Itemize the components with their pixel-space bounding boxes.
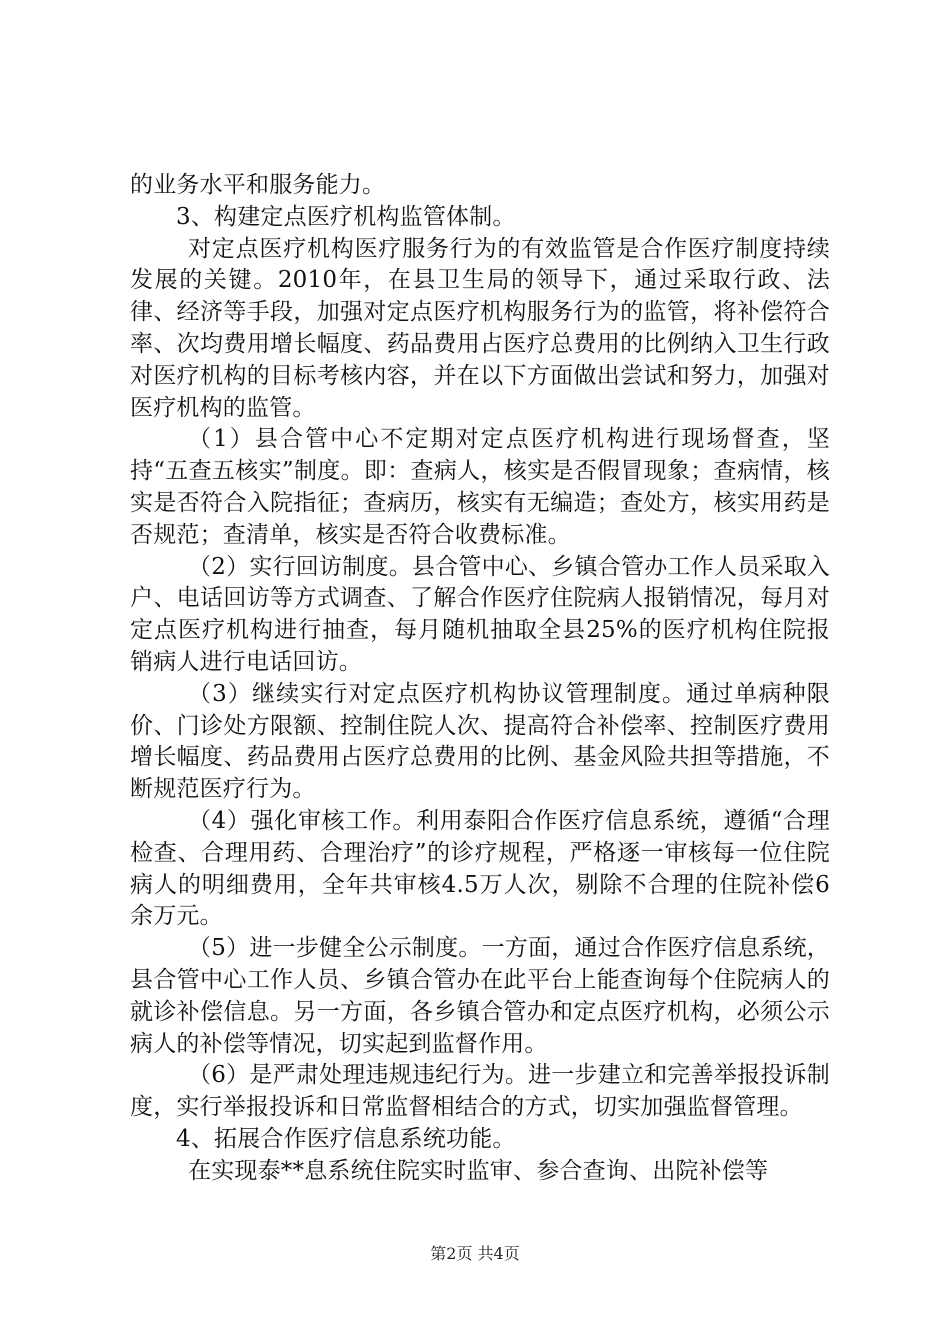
paragraph-item-1: （1）县合管中心不定期对定点医疗机构进行现场督查，坚持“五查五核实”制度。即：查病人，核实是否假冒现象；查病情，核实是否符合入院指征；查病历，核实有无编造；查处方，核实用药是否规范；查清单，核实是否符合收费标准。 [130,426,830,548]
paragraph-item-6: （6）是严肃处理违规违纪行为。进一步建立和完善举报投诉制度，实行举报投诉和日常监督相结合的方式，切实加强监督管理。 [130,1062,830,1121]
paragraph-supervision-intro: 对定点医疗机构医疗服务行为的有效监管是合作医疗制度持续发展的关键。2010年，在县卫生局的领导下，通过采取行政、法律、经济等手段，加强对定点医疗机构服务行为的监管，将补偿符合率、次均费用增长幅度、药品费用占医疗总费用的比例纳入卫生行政对医疗机构的目标考核内容，并在以下方面做出尝试和努力，加强对医疗机构的监管。 [130,235,830,421]
paragraph-item-3: （3）继续实行对定点医疗机构协议管理制度。通过单病种限价、门诊处方限额、控制住院人次、提高符合补偿率、控制医疗费用增长幅度、药品费用占医疗总费用的比例、基金风险共担等措施，不断规范医疗行为。 [130,680,830,803]
page-number-footer: 第2页 共4页 [430,1244,520,1263]
paragraph-continuation: 的业务水平和服务能力。 [130,172,386,198]
document-body [130,170,830,1188]
section-heading-4: 4、拓展合作医疗信息系统功能。 [176,1125,516,1152]
paragraph-item-4: （4）强化审核工作。利用泰阳合作医疗信息系统，遵循“合理检查、合理用药、合理治疗”的诊疗规程，严格逐一审核每一位住院病人的明细费用，全年共审核4.5万人次，剔除不合理的住院补偿6余万元。 [130,807,830,930]
paragraph-info-system: 在实现泰**息系统住院实时监审、参合查询、出院补偿等 [188,1157,769,1184]
section-heading-3: 3、构建定点医疗机构监管体制。 [176,203,516,230]
paragraph-item-2: （2）实行回访制度。县合管中心、乡镇合管办工作人员采取入户、电话回访等方式调查、了解合作医疗住院病人报销情况，每月对定点医疗机构进行抽查，每月随机抽取全县25%的医疗机构住院报销病人进行电话回访。 [130,553,830,675]
paragraph-item-5: （5）进一步健全公示制度。一方面，通过合作医疗信息系统，县合管中心工作人员、乡镇合管办在此平台上能查询每个住院病人的就诊补偿信息。另一方面，各乡镇合管办和定点医疗机构，必须公示病人的补偿等情况，切实起到监督作用。 [130,935,830,1057]
